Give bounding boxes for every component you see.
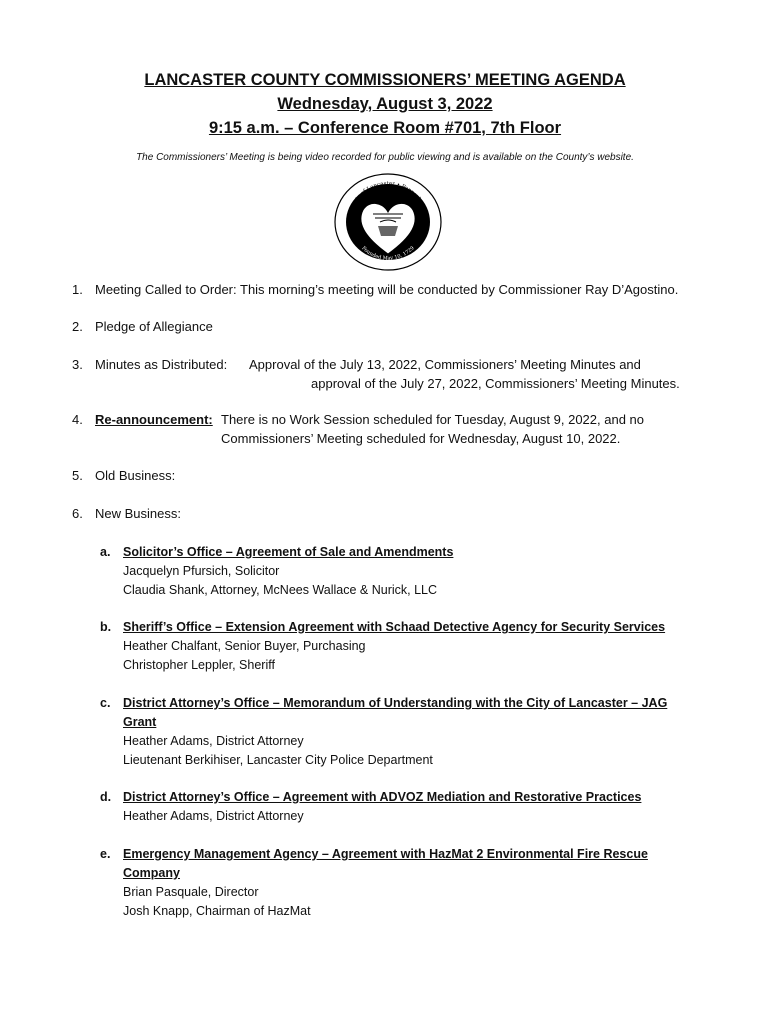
item-label: Re-announcement: — [95, 412, 213, 427]
presenter: Brian Pasquale, Director — [123, 885, 259, 899]
sub-title: District Attorney’s Office – Agreement with ADVOZ Mediation and Restorative Practices — [123, 790, 642, 804]
presenter: Heather Chalfant, Senior Buyer, Purchasing — [123, 639, 366, 653]
sub-title: Sheriff’s Office – Extension Agreement with Schaad Detective Agency for Security Services — [123, 620, 666, 634]
sub-title: Emergency Management Agency – Agreement with HazMat 2 Environmental Fire Rescue — [123, 847, 648, 861]
seal-top-text: County of Lancaster • Pennsylvania — [347, 180, 429, 215]
sub-letter: a. — [100, 545, 111, 559]
agenda-item-4 — [72, 410, 752, 450]
sub-title: District Attorney’s Office – Memorandum of Understanding with the City of Lancaster – JAG — [123, 696, 668, 710]
item-number: 1. — [72, 282, 83, 297]
item-number: 2. — [72, 319, 83, 334]
meeting-time-location: 9:15 a.m. – Conference Room #701, 7th Floor — [208, 119, 562, 137]
sub-title-cont: Grant — [123, 715, 157, 729]
presenter: Christopher Leppler, Sheriff — [123, 658, 275, 672]
presenter: Heather Adams, District Attorney — [123, 734, 304, 748]
sub-title: Solicitor’s Office – Agreement of Sale and Amendments — [123, 545, 454, 559]
recording-notice: The Commissioners’ Meeting is being video recorded for public viewing and is available on the County’s website. — [136, 152, 634, 163]
presenter: Claudia Shank, Attorney, McNees Wallace & Nurick, LLC — [123, 583, 438, 597]
item-text-line1: Approval of the July 13, 2022, Commissioners’ Meeting Minutes and — [249, 357, 641, 372]
item-number: 6. — [72, 506, 83, 521]
item-number: 5. — [72, 468, 83, 483]
item-text: Old Business: — [95, 468, 176, 483]
item-text-line2: Commissioners’ Meeting scheduled for Wednesday, August 10, 2022. — [221, 431, 621, 446]
item-number: 4. — [72, 412, 83, 427]
seal-bottom-text: Founded May 10, 1729 — [360, 245, 416, 262]
item-label: Minutes as Distributed: — [95, 357, 228, 372]
item-text-line2: approval of the July 27, 2022, Commissioners’ Meeting Minutes. — [311, 376, 680, 391]
agenda-header — [0, 68, 770, 140]
item-text: Pledge of Allegiance — [95, 319, 213, 334]
presenter: Jacquelyn Pfursich, Solicitor — [123, 564, 280, 578]
item-text: Meeting Called to Order: This morning’s meeting will be conducted by Commissioner Ray D’Agostino. — [95, 282, 679, 297]
presenter: Heather Adams, District Attorney — [123, 809, 304, 823]
sub-letter: c. — [100, 696, 111, 710]
sub-title-cont: Company — [123, 866, 180, 880]
county-seal-icon — [333, 172, 443, 272]
sub-letter: e. — [100, 847, 111, 861]
presenter: Lieutenant Berkihiser, Lancaster City Police Department — [123, 753, 433, 767]
sub-letter: d. — [100, 790, 112, 804]
agenda-item-3 — [72, 355, 752, 395]
presenter: Josh Knapp, Chairman of HazMat — [123, 904, 311, 918]
item-number: 3. — [72, 357, 83, 372]
item-text: New Business: — [95, 506, 181, 521]
item-text-line1: There is no Work Session scheduled for Tuesday, August 9, 2022, and no — [221, 412, 645, 427]
sub-letter: b. — [100, 620, 112, 634]
meeting-date: Wednesday, August 3, 2022 — [277, 95, 493, 113]
agenda-title: LANCASTER COUNTY COMMISSIONERS’ MEETING AGENDA — [144, 71, 626, 89]
